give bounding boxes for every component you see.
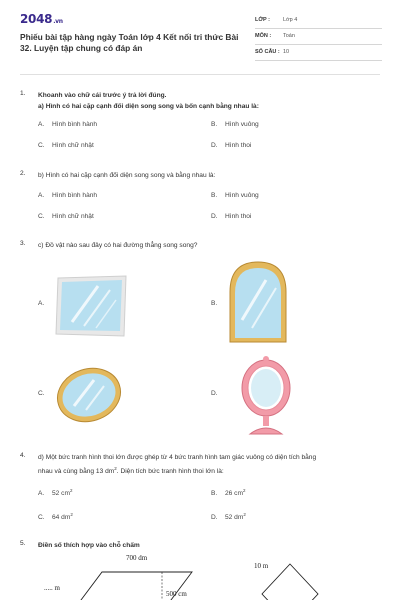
meta-value: Lớp 4 (283, 17, 298, 23)
question-1 (20, 90, 382, 160)
option-b[interactable]: B. (211, 300, 218, 307)
question-2 (20, 170, 382, 230)
meta-key: MÔN : (255, 33, 272, 39)
fig1-right-label: 500 cm (166, 590, 187, 598)
meta-value: 10 (283, 49, 290, 55)
question-text (38, 90, 378, 112)
option-c[interactable]: C. 64 $dm^2$ (38, 512, 73, 522)
question-line-1: d) Một bức tranh hình thoi lớn được ghép từ 4 bức tranh hình tam giác vuông có diện tích bằng (38, 454, 317, 461)
option-b[interactable]: B. 26 $cm^2$ (211, 488, 246, 498)
fig1-left-label[interactable]: ..... m (44, 584, 60, 592)
question-number: 5. (20, 540, 26, 547)
question-line-2: nhau và cùng bằng 13 dm (38, 468, 115, 476)
question-instruction: Điền số thích hợp vào chỗ chấm (38, 542, 140, 549)
option-a[interactable]: A. (38, 300, 45, 307)
question-instruction: Khoanh vào chữ cái trước ý trả lời đúng. (38, 92, 167, 99)
square-mirror-image[interactable] (52, 274, 132, 338)
fig1-top-label: 700 dm (126, 554, 148, 562)
worksheet-header (20, 12, 382, 60)
meta-value: Toán (283, 33, 295, 39)
site-logo[interactable] (20, 12, 63, 26)
question-subpart: b) Hình có hai cặp cạnh đối diện song song và bằng nhau là: (38, 172, 216, 179)
option-c[interactable]: C. (38, 390, 45, 397)
fig2-top-label: 10 m (254, 562, 269, 570)
question-text (38, 170, 378, 181)
meta-key: SỐ CÂU : (255, 49, 280, 55)
question-number: 4. (20, 452, 26, 459)
question-5 (20, 540, 382, 600)
worksheet-meta (255, 15, 382, 63)
question-4 (20, 452, 382, 532)
option-b[interactable]: B. Hình vuông (211, 121, 259, 128)
meta-key: LỚP : (255, 17, 270, 23)
arched-mirror-image[interactable] (226, 260, 290, 344)
logo-text: 2048 (20, 12, 53, 26)
option-a[interactable]: A. Hình bình hành (38, 121, 98, 128)
rhombus-figure (230, 554, 330, 600)
meta-grade (255, 15, 382, 29)
option-d[interactable]: D. Hình thoi (211, 142, 252, 149)
header-divider (20, 74, 380, 75)
parallelogram-figure (42, 552, 212, 600)
worksheet-title: Phiếu bài tập hàng ngày Toán lớp 4 Kết nối tri thức Bài 32. Luyện tập chung có đáp án (20, 32, 239, 53)
option-b[interactable]: B. Hình vuông (211, 192, 259, 199)
question-subpart: c) Đồ vật nào sau đây có hai đường thẳng song song? (38, 242, 198, 249)
question-number: 1. (20, 90, 26, 97)
meta-question-count (255, 47, 382, 61)
question-number: 2. (20, 170, 26, 177)
option-d[interactable]: D. 52 $dm^2$ (211, 512, 246, 522)
question-text (38, 540, 378, 551)
question-3 (20, 240, 382, 440)
question-subpart: a) Hình có hai cặp cạnh đối diện song song và bốn cạnh bằng nhau là: (38, 103, 259, 110)
option-c[interactable]: C. Hình chữ nhật (38, 213, 94, 220)
option-a[interactable]: A. Hình bình hành (38, 192, 98, 199)
question-number: 3. (20, 240, 26, 247)
question-text: d) Một bức tranh hình thoi lớn được ghép từ 4 bức tranh hình tam giác vuông có diện tích bằng nhau và cùng bằng 13 $dm^2$. Diện tích bức tranh hình thoi lớn là: (38, 454, 317, 476)
oval-mirror-image[interactable] (54, 366, 124, 424)
meta-subject (255, 31, 382, 45)
option-a[interactable]: A. 52 $cm^2$ (38, 488, 73, 498)
option-c[interactable]: C. Hình chữ nhật (38, 142, 94, 149)
option-d[interactable]: D. Hình thoi (211, 213, 252, 220)
standing-mirror-image[interactable] (238, 356, 294, 436)
logo-suffix: .vn (53, 18, 63, 25)
question-text (38, 240, 378, 251)
option-d[interactable]: D. (211, 390, 218, 397)
